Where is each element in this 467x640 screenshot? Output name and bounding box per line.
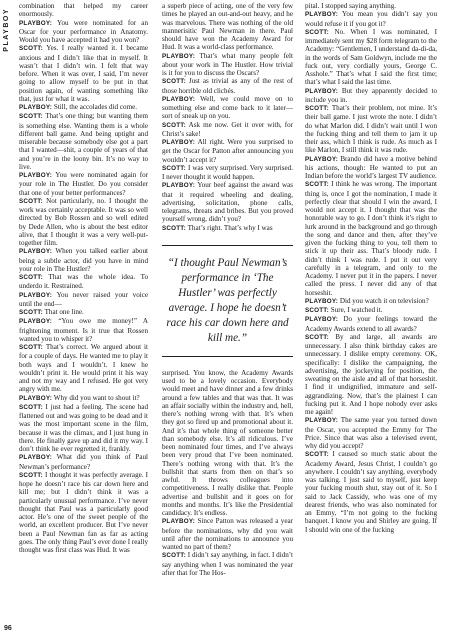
speaker-label: SCOTT: (305, 451, 329, 459)
paragraph-text: That’s what many people felt about your work in The Hustler. How trivial is it for you to discuss the Oscars? (162, 51, 293, 77)
interview-paragraph (19, 197, 148, 248)
text-column-2 (162, 2, 293, 636)
speaker-label: PLAYBOY: (305, 417, 339, 425)
interview-paragraph (305, 28, 437, 87)
interview-paragraph (19, 343, 148, 394)
speaker-label: SCOTT: (19, 309, 43, 316)
paragraph-text: You mean you didn’t say you would refuse it if you got it? (305, 10, 437, 28)
interview-paragraph (19, 112, 148, 171)
speaker-label: PLAYBOY: (19, 394, 53, 402)
interview-paragraph (162, 551, 293, 577)
paragraph-text: a superb piece of acting, one of the very few times he played an out-and-out heavy, and he was marvelous. There was nothing of the old mannerisitic Paul Newman in there. Paul should have won the Academy Award for Hud. It was a world-class performance. (162, 2, 293, 52)
paragraph-text: No. When I was nominated, I immediately sent my $28 form telegram to the Academy: “Gentlemen, I understand da-di-da, in the words of Sam Goldwyn, include me the fuck out, very cordially yours, George C. Asshole.” That’s what I said the first time; that’s what I said the last time. (305, 27, 437, 87)
speaker-label: PLAYBOY: (19, 454, 53, 462)
paragraph-text: By and large, all awards are unnecessary. I also think birthday cakes are unnecessary. I dislike empty ceremony. OK, specifically: I dislike the campaigning, the advertising, the jockeying for position, the sweating on the aisle and all of that horseshit. I find it undignified, immature and self-aggrandizing. Now, that’s the plainest I can fucking put it. And I hope nobody ever asks me again! (305, 332, 437, 416)
interview-paragraph (162, 2, 293, 52)
paragraph-text: You were nominated again for your role in The Hustler. Do you consider that one of your better performances? (19, 171, 148, 197)
speaker-label: SCOTT: (19, 113, 43, 121)
paragraph-text: The same year you turned down the Oscar, you accepted the Emmy for The Price. Since that was also a televised event, why did you accept? (305, 416, 437, 450)
pull-quote: “I thought Paul Newman’s performance in ‘The Hustler’ was perfectly average. I hope he doesn’t race his car down here and kill me.” (162, 245, 293, 357)
text-column-1 (19, 2, 148, 636)
speaker-label: PLAYBOY: (305, 155, 339, 163)
paragraph-text: Well, we could move on to something else and come back to it later—sort of sneak up on you. (162, 94, 293, 121)
page-number: 96 (4, 625, 12, 632)
paragraph-text: Sure, I watched it. (330, 306, 383, 314)
speaker-label: PLAYBOY: (162, 139, 196, 146)
paragraph-text: Ask me now. Get it over with, for Christ’s sake! (162, 120, 293, 138)
interview-paragraph (19, 171, 148, 197)
interview-paragraph (305, 297, 437, 306)
interview-paragraph (19, 273, 148, 291)
paragraph-text: “You owe me money!” A frightening moment. Is it true that Rossen wanted you to whisper it? (19, 317, 148, 343)
interview-paragraph (305, 416, 437, 450)
speaker-label: SCOTT: (162, 164, 186, 172)
speaker-label: SCOTT: (19, 274, 43, 281)
speaker-label: SCOTT: (162, 78, 186, 86)
speaker-label: SCOTT: (305, 307, 329, 314)
interview-paragraph (162, 224, 293, 233)
interview-paragraph (19, 247, 148, 273)
magazine-running-head: PLAYBOY (3, 8, 10, 52)
interview-paragraph (305, 306, 437, 315)
speaker-label: SCOTT: (19, 471, 43, 479)
paragraph-text: Brando did have a motive behind his actions, though: He wanted to put an Indian before the world’s largest TV audience. (305, 154, 437, 180)
interview-paragraph (19, 453, 148, 471)
interview-paragraph (305, 315, 437, 333)
interview-paragraph (19, 19, 148, 45)
interview-paragraph (305, 2, 437, 10)
interview-paragraph (19, 471, 148, 555)
speaker-label: SCOTT: (19, 197, 43, 205)
interview-paragraph (162, 77, 293, 95)
interview-paragraph (305, 87, 437, 105)
interview-paragraph (162, 121, 293, 139)
column-2-upper-text (162, 2, 293, 233)
speaker-label: PLAYBOY: (162, 182, 196, 190)
speaker-label: SCOTT: (162, 224, 186, 232)
speaker-label: PLAYBOY: (19, 291, 53, 299)
interview-paragraph (305, 333, 437, 417)
interview-paragraph (19, 403, 148, 454)
paragraph-text: Why did you want to shout it? (53, 393, 140, 402)
interview-paragraph (19, 103, 148, 112)
interview-paragraph (305, 104, 437, 155)
interview-paragraph (19, 2, 148, 19)
speaker-label: SCOTT: (19, 403, 43, 411)
interview-paragraph (162, 164, 293, 182)
interview-paragraph (162, 52, 293, 78)
interview-paragraph (162, 95, 293, 121)
interview-paragraph (305, 155, 437, 181)
paragraph-text: That’s correct. We argued about it for a couple of days. He wanted me to play it both ways and I wouldn’t. I knew he wouldn’t print it. He would print it his way and not my way and I refused. He got very angry with me. (19, 343, 148, 394)
speaker-label: PLAYBOY: (19, 19, 53, 27)
speaker-label: SCOTT: (305, 333, 329, 341)
paragraph-text: That’s right. That’s why I was (187, 223, 273, 232)
paragraph-text: Your beef against the award was that it required wheeling and dealing, advertising, solicitation, phone calls, telegrams, threats and bribes. But you proved yourself wrong, didn’t you? (162, 181, 293, 224)
speaker-label: PLAYBOY: (162, 95, 196, 103)
speaker-label: PLAYBOY: (305, 87, 339, 95)
interview-paragraph (19, 394, 148, 403)
paragraph-text: That one line. (44, 308, 84, 316)
paragraph-text: That was the whole idea. To underdo it. Restrained. (19, 273, 148, 291)
interview-paragraph (305, 180, 437, 297)
paragraph-text: combination that helped my career enormously. (19, 2, 148, 19)
text-column-3 (305, 2, 437, 636)
paragraph-text: I think he was wrong. The important thing is, once I got the nomination, I made it perfectly clear that should I win the award, I would not accept it. I thought that was the honorable way to go. I don’t think it’s right to lurk around in the background and go through the song and dance and then, after they’ve given the fucking thing to you, tell them to stick it up their ass. That’s bloody rude. I didn’t think I was rude. I put it out very carefully in a telegram, and only to the Academy. I never put it in the papers. I never called the press. I never did any of that horseshit. (305, 180, 437, 297)
interview-paragraph (19, 308, 148, 317)
interview-paragraph (162, 369, 293, 518)
paragraph-text: You never raised your voice until the end— (19, 290, 148, 308)
paragraph-text: I was very surprised. Very surprised. I never thought it would happen. (162, 163, 293, 181)
speaker-label: PLAYBOY: (19, 318, 53, 326)
interview-paragraph (19, 291, 148, 309)
speaker-label: SCOTT: (162, 552, 186, 560)
paragraph-text: I just had a feeling. The scene had flattened out and was going to be dead and it was the most important scene in the film, because it was the climax, and I just hung in there. He finally gave up and did it my way. I don’t think he ever regretted it, frankly. (19, 402, 148, 453)
paragraph-text: Did you watch it on television? (339, 296, 429, 305)
speaker-label: PLAYBOY: (19, 172, 53, 179)
column-2-lower-text (162, 369, 293, 577)
speaker-label: SCOTT: (19, 45, 43, 53)
paragraph-text: But they apparently decided to include you in. (305, 86, 437, 104)
speaker-label: SCOTT: (19, 344, 43, 351)
paragraph-text: pital. I stopped saying anything. (305, 2, 397, 10)
speaker-label: SCOTT: (305, 105, 329, 112)
paragraph-text: That’s one thing; but wanting them is something else. Wanting them is a whole different ball game. And being uptight and miserable because somebody else got a part that I wanted—shit, a couple of years of that and you’re in the loony bin. It’s no way to live. (19, 112, 148, 171)
speaker-label: PLAYBOY: (19, 248, 53, 256)
speaker-label: PLAYBOY: (305, 11, 339, 19)
interview-paragraph (162, 138, 293, 164)
paragraph-text: All right. Were you surprised to get the Oscar for Patton after announcing you wouldn’t accept it? (162, 138, 293, 164)
paragraph-text: Not particularly, no. I thought the work was certainly acceptable. It was so well directed by Bob Rossen and so well edited by Dede Allen, who is about the best editor alive, that I thought it was a very well-put-together film. (19, 196, 148, 247)
paragraph-text: Yes. I really wanted it. I became anxious and I didn’t like that in myself. It wasn’t that I didn’t win. I felt that way before. When it was over, I said, I’m never going to allow myself to be put in that position again, of wanting something like that, just for what it was. (19, 44, 148, 103)
speaker-label: SCOTT: (305, 181, 329, 189)
paragraph-text: surprised. You know, the Academy Awards used to be a lovely occasion. Everybody would meet and have dinner and a few drinks around a few tables and that was that. It was an affair socially within the industry and, hell, there’s nothing wrong with that. It’s when they got so fired up and promotional about it. And it’s that whole thing of someone better than somebody else. It’s all ridiculous. I’ve been nominated four times, and I’ve always been very proud that I’ve been nominated. There’s nothing wrong with that. It’s the bullshit that starts from then on that’s so awful. It throws colleagues into competitiveness. I really dislike that. People advertise and bullshit and it goes on for months and months. It’s like the Presidential candidacy. It’s endless. (162, 368, 293, 517)
paragraph-text: I caused so much static about the Academy Award, Jesus Christ, I couldn’t go anywhere. I couldn’t say anything, everybody was talking. I just said to myself, just keep your fucking mouth shut, stay out of it. So I said to Jack Cassidy, who was one of my dearest friends, who was also nominated for an Emmy, “I’m not going to the fucking banquet. I know you and Shirley are going. If I should win one of the fucking (305, 450, 437, 534)
interview-paragraph (305, 450, 437, 534)
paragraph-text: What did you think of Paul Newman’s performance? (19, 453, 148, 471)
speaker-label: SCOTT: (305, 28, 329, 36)
interview-paragraph (162, 517, 293, 551)
speaker-label: PLAYBOY: (305, 316, 339, 324)
paragraph-text: Still, the accolades did come. (53, 103, 138, 111)
speaker-label: PLAYBOY: (162, 52, 196, 60)
speaker-label: SCOTT: (162, 121, 186, 129)
paragraph-text: When you talked earlier about being a subtle actor, did you have in mind your role in The Hustler? (19, 247, 148, 273)
interview-paragraph (162, 181, 293, 223)
interview-paragraph (305, 10, 437, 28)
paragraph-text: I thought it was perfectly average. I hope he doesn’t race his car down here and kill me; but I didn’t think it was a particularly unusual performance. I’ve never thought that Paul was a particularly good actor. He’s one of the sweet people of the world, an excellent producer. But I’ve never been a Paul Newman fan as far as acting goes. The only thing Paul’s ever done I really thought was first class was Hud. It was (19, 470, 148, 554)
paragraph-text: Do your feelings toward the Academy Awards extend to all awards? (305, 315, 437, 333)
speaker-label: PLAYBOY: (305, 297, 339, 305)
paragraph-text: Just as trivial as any of the rest of those horrible old clichés. (162, 77, 293, 95)
speaker-label: PLAYBOY: (19, 104, 53, 111)
interview-paragraph (19, 317, 148, 343)
paragraph-text: That’s their problem, not mine. It’s their ball game. I just wrote the note. I didn’t do what Marlon did. I didn’t wait until I won the fucking thing and tell them to jam it up their ass, which I think is rude. As much as I like Marlon, I still think it was rude. (305, 104, 437, 155)
paragraph-text: I didn’t say anything, in fact. I didn’t say anything when I was nominated the year after that for The Hos- (162, 551, 293, 577)
interview-paragraph (19, 44, 148, 103)
paragraph-text: You were nominated for an Oscar for your performance in Anatomy. Would you have accepted it had you won? (19, 18, 148, 44)
paragraph-text: Since Patton was released a year before the nominations, why did you wait until after the nominations to announce you wanted no part of them? (162, 517, 293, 551)
speaker-label: PLAYBOY: (162, 518, 196, 526)
